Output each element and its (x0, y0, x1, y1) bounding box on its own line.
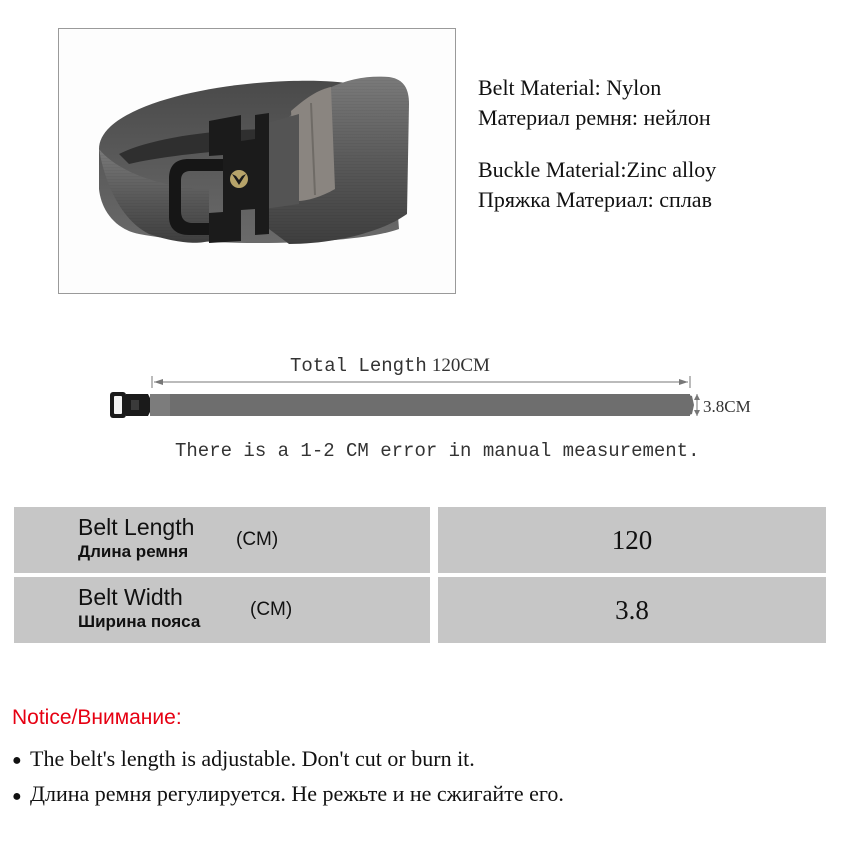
list-item (12, 742, 564, 777)
material-specs (478, 73, 711, 133)
notice-text-ru: Длина ремня регулируется. Не режьте и не сжигайте его. (30, 781, 564, 807)
bullet-icon: ● (12, 752, 22, 770)
belt-width-value: 3.8 (438, 577, 826, 643)
buckle-icon (110, 392, 150, 418)
table-row (14, 507, 826, 573)
belt-product-photo (58, 28, 456, 294)
belt-width-label-cell (14, 577, 430, 643)
list-item (12, 777, 564, 812)
buckle-specs (478, 155, 716, 215)
table-row (14, 577, 826, 643)
notice-title: Notice/Внимание: (12, 706, 182, 729)
total-length-label: Total Length 120CM (290, 355, 490, 377)
notice-text-en: The belt's length is adjustable. Don't cut or burn it. (30, 746, 475, 771)
notice-list (12, 742, 564, 813)
buckle-material-en: Buckle Material:Zinc alloy (478, 157, 717, 182)
width-label: 3.8CM (703, 397, 751, 416)
belt-width-ru: Ширина пояса (78, 612, 201, 631)
belt-strap (150, 394, 690, 416)
belt-length-en: Belt Length (78, 514, 195, 540)
error-note: There is a 1-2 CM error in manual measurement. (175, 440, 700, 462)
belt-material-ru: Материал ремня: нейлон (478, 105, 711, 130)
belt-length-label-cell (14, 507, 430, 573)
arrow-right-icon (679, 379, 688, 385)
unit-label: (CM) (250, 599, 293, 620)
belt-material-en: Belt Material: Nylon (478, 75, 662, 100)
measurement-diagram (0, 330, 850, 470)
belt-illustration (59, 29, 455, 293)
belt-length-value: 120 (438, 507, 826, 573)
belt-length-ru: Длина ремня (78, 542, 189, 561)
bullet-icon: ● (12, 787, 22, 805)
unit-label: (CM) (236, 529, 279, 550)
belt-width-en: Belt Width (78, 584, 183, 610)
buckle-material-ru: Пряжка Материал: сплав (478, 187, 712, 212)
arrow-left-icon (154, 379, 163, 385)
